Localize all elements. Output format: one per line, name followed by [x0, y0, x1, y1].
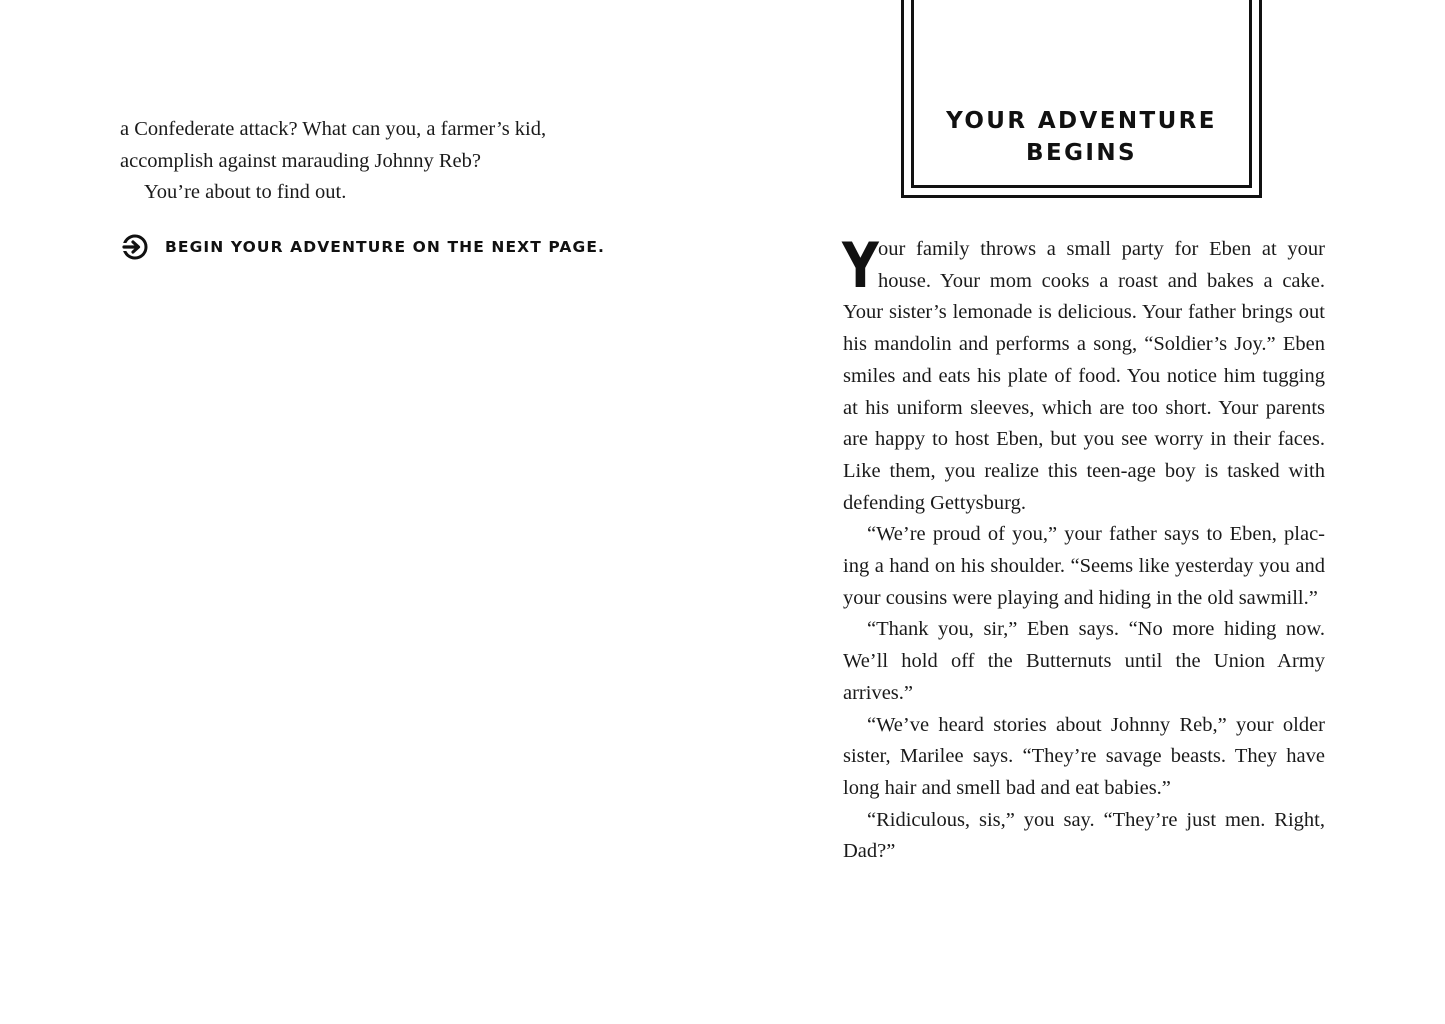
- paragraph-text: our family throws a small party for Eben at your house. Your mom cooks a roast and bakes a cake. Your sister’s lemonade is delicious. Your father brings out his mandolin and performs a song, “Soldier’s Joy.” Eben smiles and eats his plate of food. You notice him tugging at his uniform sleeves, which are too short. Your parents are happy to host Eben, but you see worry in their faces. Like them, you realize this teen-age boy is tasked with defending Gettysburg.: [843, 238, 1325, 514]
- paragraph: a Confederate attack? What can you, a farmer’s kid, accomplish against marauding Johnny Reb?: [120, 118, 547, 172]
- paragraph: “Thank you, sir,” Eben says. “No more hiding now. We’ll hold off the Butternuts until the Union Army arrives.”: [843, 618, 1325, 704]
- chapter-title-line: YOUR ADVENTURE: [946, 108, 1217, 134]
- next-page-cue: [122, 234, 605, 260]
- arrow-right-circle-icon: [122, 234, 148, 260]
- left-page: [0, 0, 722, 1024]
- right-page-text: [842, 229, 1325, 868]
- left-page-text: [120, 114, 602, 209]
- chapter-title-frame: [901, 0, 1262, 198]
- paragraph: “Ridiculous, sis,” you say. “They’re just men. Right, Dad?”: [843, 808, 1325, 863]
- paragraph: [842, 229, 1325, 519]
- paragraph: “We’re proud of you,” your father says to Eben, plac-ing a hand on his shoulder. “Seems like yesterday you and your cousins were playing and hiding in the old sawmill.”: [843, 523, 1325, 609]
- chapter-title-line: BEGINS: [1026, 140, 1137, 166]
- chapter-title-inner-frame: [911, 0, 1252, 188]
- paragraph: You’re about to find out.: [144, 181, 347, 204]
- paragraph: “We’ve heard stories about Johnny Reb,” your older sister, Marilee says. “They’re savage beasts. They have long hair and smell bad and eat babies.”: [843, 713, 1325, 799]
- chapter-title: [914, 105, 1249, 169]
- next-page-label: BEGIN YOUR ADVENTURE ON THE NEXT PAGE.: [165, 238, 606, 256]
- right-page: [722, 0, 1445, 1024]
- drop-cap: Y: [842, 229, 879, 302]
